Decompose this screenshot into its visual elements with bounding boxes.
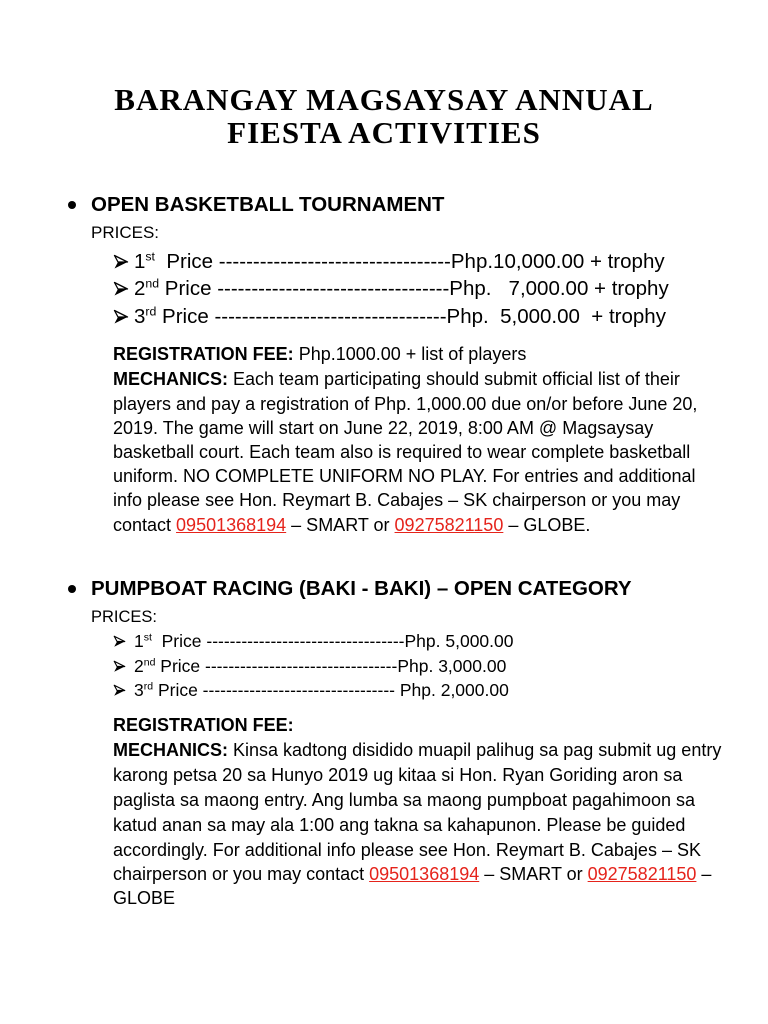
mechanics-label: MECHANICS: <box>113 740 228 760</box>
mechanics-line: katud anan sa may ala 1:00 ang takna sa kahapunon. Please be guided <box>113 815 686 835</box>
arrow-bullet-icon <box>113 635 126 648</box>
contact-text: – <box>696 864 712 884</box>
prices-label: PRICES: <box>91 223 160 242</box>
bullet-icon <box>68 585 76 593</box>
prize-rank: 1 <box>134 631 144 651</box>
prize-rank-suffix: rd <box>145 304 157 319</box>
globe-phone-link[interactable]: 09275821150 <box>394 515 504 535</box>
registration-fee-line <box>113 342 526 366</box>
prize-rank-suffix: nd <box>143 656 156 669</box>
mechanics-label: MECHANICS: <box>113 369 228 389</box>
prize-text: Price ----------------------------------Php. 5,000.00 + trophy <box>156 305 666 328</box>
closing-line: GLOBE <box>113 888 176 908</box>
arrow-bullet-icon <box>113 309 129 325</box>
contact-text: chairperson or you may contact <box>113 864 370 884</box>
section-heading: PUMPBOAT RACING (BAKI - BAKI) – OPEN CATEGORY <box>91 577 632 600</box>
bullet-icon <box>68 201 76 209</box>
prize-rank: 2 <box>134 277 146 300</box>
mechanics-line: uniform. NO COMPLETE UNIFORM NO PLAY. For entries and additional <box>113 466 696 486</box>
prize-rank-suffix: rd <box>143 680 154 693</box>
prize-line-third <box>134 305 666 329</box>
contact-line <box>113 513 590 537</box>
prize-line-first <box>134 629 514 653</box>
mechanics-line: players and pay a registration of Php. 1,000.00 due on/or before June 20, <box>113 394 698 414</box>
document-title-line-1: BARANGAY MAGSAYSAY ANNUAL <box>114 82 654 117</box>
mechanics-line: accordingly. For additional info please see Hon. Reymart B. Cabajes – SK <box>113 840 701 860</box>
contact-text: – GLOBE. <box>503 515 591 535</box>
section-heading: OPEN BASKETBALL TOURNAMENT <box>91 193 445 216</box>
globe-phone-link[interactable]: 09275821150 <box>587 864 697 884</box>
prize-rank-suffix: st <box>145 249 155 264</box>
prices-label: PRICES: <box>91 608 158 626</box>
mechanics-text: Each team participating should submit official list of their <box>233 369 680 389</box>
smart-phone-link[interactable]: 09501368194 <box>369 864 480 884</box>
document-title-line-2: FIESTA ACTIVITIES <box>227 115 541 150</box>
prize-text: Price ----------------------------------Php. 7,000.00 + trophy <box>159 277 669 300</box>
contact-text: contact <box>113 515 177 535</box>
registration-fee-value: Php.1000.00 + list of players <box>298 344 527 364</box>
prize-rank-suffix: st <box>143 631 152 644</box>
prize-line-second <box>134 654 506 678</box>
prize-text: Price ----------------------------------Php. 5,000.00 <box>151 631 514 651</box>
arrow-bullet-icon <box>113 684 126 697</box>
prize-rank: 3 <box>134 680 144 700</box>
mechanics-line: 2019. The game will start on June 22, 2019, 8:00 AM @ Magsaysay <box>113 418 654 438</box>
mechanics-line: basketball court. Each team also is required to wear complete basketball <box>113 442 691 462</box>
prize-rank-suffix: nd <box>145 276 160 291</box>
mechanics-line: paglista sa maong entry. Ang lumba sa maong pumpboat pagahimoon sa <box>113 790 696 810</box>
prize-rank: 3 <box>134 305 146 328</box>
prize-line-second <box>134 277 669 301</box>
mechanics-text: Kinsa kadtong disidido muapil palihug sa pag submit ug entry <box>233 740 722 760</box>
mechanics-line <box>113 738 721 762</box>
mechanics-line: info please see Hon. Reymart B. Cabajes – SK chairperson or you may <box>113 490 681 510</box>
registration-fee-label: REGISTRATION FEE: <box>113 715 294 735</box>
contact-text: – SMART or <box>479 864 588 884</box>
arrow-bullet-icon <box>113 281 129 297</box>
mechanics-line: karong petsa 20 sa Hunyo 2019 ug kitaa si Hon. Ryan Goriding aron sa <box>113 765 683 785</box>
registration-fee-line <box>113 713 294 737</box>
arrow-bullet-icon <box>113 254 129 270</box>
prize-text: Price ---------------------------------Php. 3,000.00 <box>155 656 507 676</box>
arrow-bullet-icon <box>113 660 126 673</box>
prize-text: Price ----------------------------------Php.10,000.00 + trophy <box>154 250 665 273</box>
mechanics-line <box>113 367 680 391</box>
prize-line-first <box>134 250 665 274</box>
prize-rank: 1 <box>134 250 146 273</box>
prize-text: Price --------------------------------- Php. 2,000.00 <box>153 680 509 700</box>
prize-line-third <box>134 678 509 702</box>
contact-text: – SMART or <box>286 515 395 535</box>
registration-fee-label: REGISTRATION FEE: <box>113 344 294 364</box>
prize-rank: 2 <box>134 656 144 676</box>
contact-line <box>113 862 711 886</box>
smart-phone-link[interactable]: 09501368194 <box>176 515 287 535</box>
